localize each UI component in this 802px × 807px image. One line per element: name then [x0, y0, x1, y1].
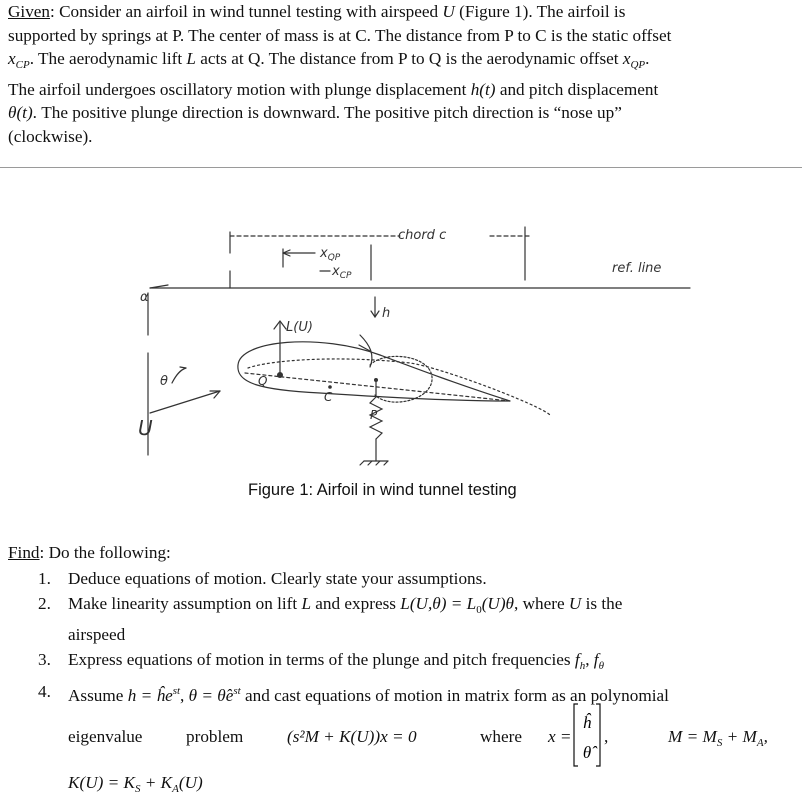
- lift-label: L(U): [286, 320, 313, 335]
- airspeed-u-label: U: [138, 416, 153, 440]
- q-label: Q: [258, 374, 268, 388]
- ref-line-label: ref. line: [612, 261, 662, 276]
- find-item-2: 2. Make linearity assumption on lift L and express $L(U,\theta) = L_0(U)\theta$, where U is the airspeed: [38, 594, 623, 644]
- given-line-2: supported by springs at P. The center of mass is at C. The distance from P to C is the static offset: [8, 25, 672, 45]
- given-line-6: (clockwise).: [8, 126, 93, 146]
- chord-label: chord c: [398, 228, 447, 243]
- airfoil-figure: [120, 205, 700, 475]
- problem-word: problem: [186, 727, 244, 746]
- point-q-marker: [277, 372, 283, 378]
- vector-theta-hat: θ̂: [582, 743, 592, 762]
- divider: [0, 167, 802, 168]
- point-c-marker: [328, 385, 332, 389]
- vector-h-hat: ĥ: [582, 713, 592, 732]
- given-label: Given: [8, 2, 51, 21]
- given-line-5: θ(t). The positive plunge direction is downward. The positive pitch direction is “nose up”: [8, 103, 622, 123]
- eigen-equation: (s²M + K(U))x = 0: [287, 727, 417, 746]
- point-p-marker: [374, 378, 378, 382]
- stiffness-matrix-equation: $K(U) = K_S + K_A(U)$: [68, 773, 203, 795]
- given-line-1: Given: Consider an airfoil in wind tunnel testing with airspeed U (Figure 1). The airfoil is: [8, 2, 626, 21]
- plunge-h-label: h: [382, 306, 391, 321]
- given-line-3: $x_{CP}$. The aerodynamic lift L acts at Q. The distance from P to Q is the aerodynamic offset $x_{QP}$.: [8, 49, 650, 72]
- eigenvalue-word: eigenvalue: [68, 727, 143, 746]
- alpha-label: α: [140, 290, 149, 305]
- xcp-label: $x_{CP}$: [332, 264, 352, 281]
- xqp-label: $x_{QP}$: [320, 246, 341, 263]
- state-vector: [572, 700, 602, 770]
- p-label: P: [370, 408, 378, 422]
- given-line-4: The airfoil undergoes oscillatory motion with plunge displacement h(t) and pitch displacement: [8, 79, 659, 99]
- figure-caption: Figure 1: Airfoil in wind tunnel testing: [248, 481, 517, 499]
- theta-label: θ: [160, 374, 168, 389]
- given-paragraph: [8, 0, 794, 149]
- x-equals: x =: [548, 727, 572, 746]
- c-label: C: [324, 390, 333, 404]
- vector-comma: ,: [604, 727, 609, 746]
- find-heading: Find: Do the following:: [8, 543, 171, 562]
- mass-matrix-equation: $M = M_S + M_A$,: [668, 727, 768, 749]
- where-word: where: [480, 727, 522, 746]
